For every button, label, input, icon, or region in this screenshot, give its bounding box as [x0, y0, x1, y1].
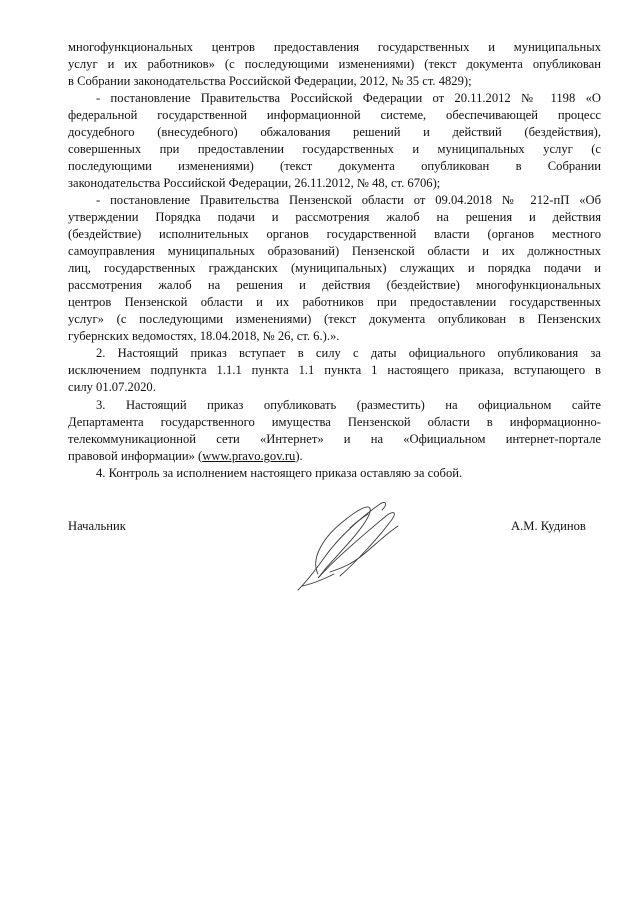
text-line: - постановление Правительства Российской Федерации от 20.11.2012 № 1198 «О	[96, 91, 601, 105]
text-fragment: правовой информации» (	[68, 449, 203, 463]
text-line-with-link	[68, 449, 303, 464]
text-line: губернских ведомостях, 18.04.2018, № 26, ст. 6.).».	[68, 329, 340, 343]
pravo-link[interactable]: www.pravo.gov.ru	[202, 449, 296, 463]
text-line: досудебного (внесудебного) обжалования решений и действий (бездействия),	[68, 125, 601, 139]
text-line: - постановление Правительства Пензенской области от 09.04.2018 № 212-пП «Об	[96, 193, 601, 207]
text-line: Департамента государственного имущества Пензенской области в информационно-	[68, 415, 601, 429]
text-line: исключением подпункта 1.1.1 пункта 1.1 пункта 1 настоящего приказа, вступающего в	[68, 363, 601, 377]
text-line: совершенных при предоставлении государственных и муниципальных услуг (с	[68, 142, 601, 156]
text-line: многофункциональных центров предоставления государственных и муниципальных	[68, 40, 601, 54]
text-line: самоуправления муниципальных образований) Пензенской области и их должностных	[68, 244, 601, 258]
text-line: рассмотрения жалоб на решения и действия (бездействие) многофункциональных	[68, 278, 601, 292]
text-line: федеральной государственной информационной системе, обеспечивающей процесс	[68, 108, 601, 122]
text-line: законодательства Российской Федерации, 26.11.2012, № 48, ст. 6706);	[68, 176, 441, 190]
text-line: телекоммуникационной сети «Интернет» и на «Официальном интернет-портале	[68, 432, 601, 446]
signature-name: А.М. Кудинов	[511, 519, 586, 533]
handwritten-signature	[290, 488, 410, 598]
text-line: 4. Контроль за исполнением настоящего приказа оставляю за собой.	[96, 466, 463, 480]
text-fragment: ).	[295, 449, 303, 463]
text-line: (бездействие) исполнительных органов государственной власти (органов местного	[68, 227, 601, 241]
text-line: последующими изменениями) (текст документа опубликован в Собрании	[68, 159, 601, 173]
signature-title: Начальник	[68, 519, 126, 533]
text-line: лиц, государственных гражданских (муниципальных) служащих и порядка подачи и	[68, 261, 601, 275]
text-line: утверждении Порядка подачи и рассмотрения жалоб на решения и действия	[68, 210, 601, 224]
text-line: центров Пензенской области и их работников при предоставлении государственных	[68, 295, 601, 309]
text-line: в Собрании законодательства Российской Федерации, 2012, № 35 ст. 4829);	[68, 74, 472, 88]
text-line: услуг и их работников» (с последующими изменениями) (текст документа опубликован	[68, 57, 601, 71]
text-line: силу 01.07.2020.	[68, 380, 156, 394]
text-line: 3. Настоящий приказ опубликовать (разместить) на официальном сайте	[96, 398, 601, 412]
text-line: услуг» (с последующими изменениями) (текст документа опубликован в Пензенских	[68, 312, 601, 326]
text-line: 2. Настоящий приказ вступает в силу с даты официального опубликования за	[96, 346, 601, 360]
